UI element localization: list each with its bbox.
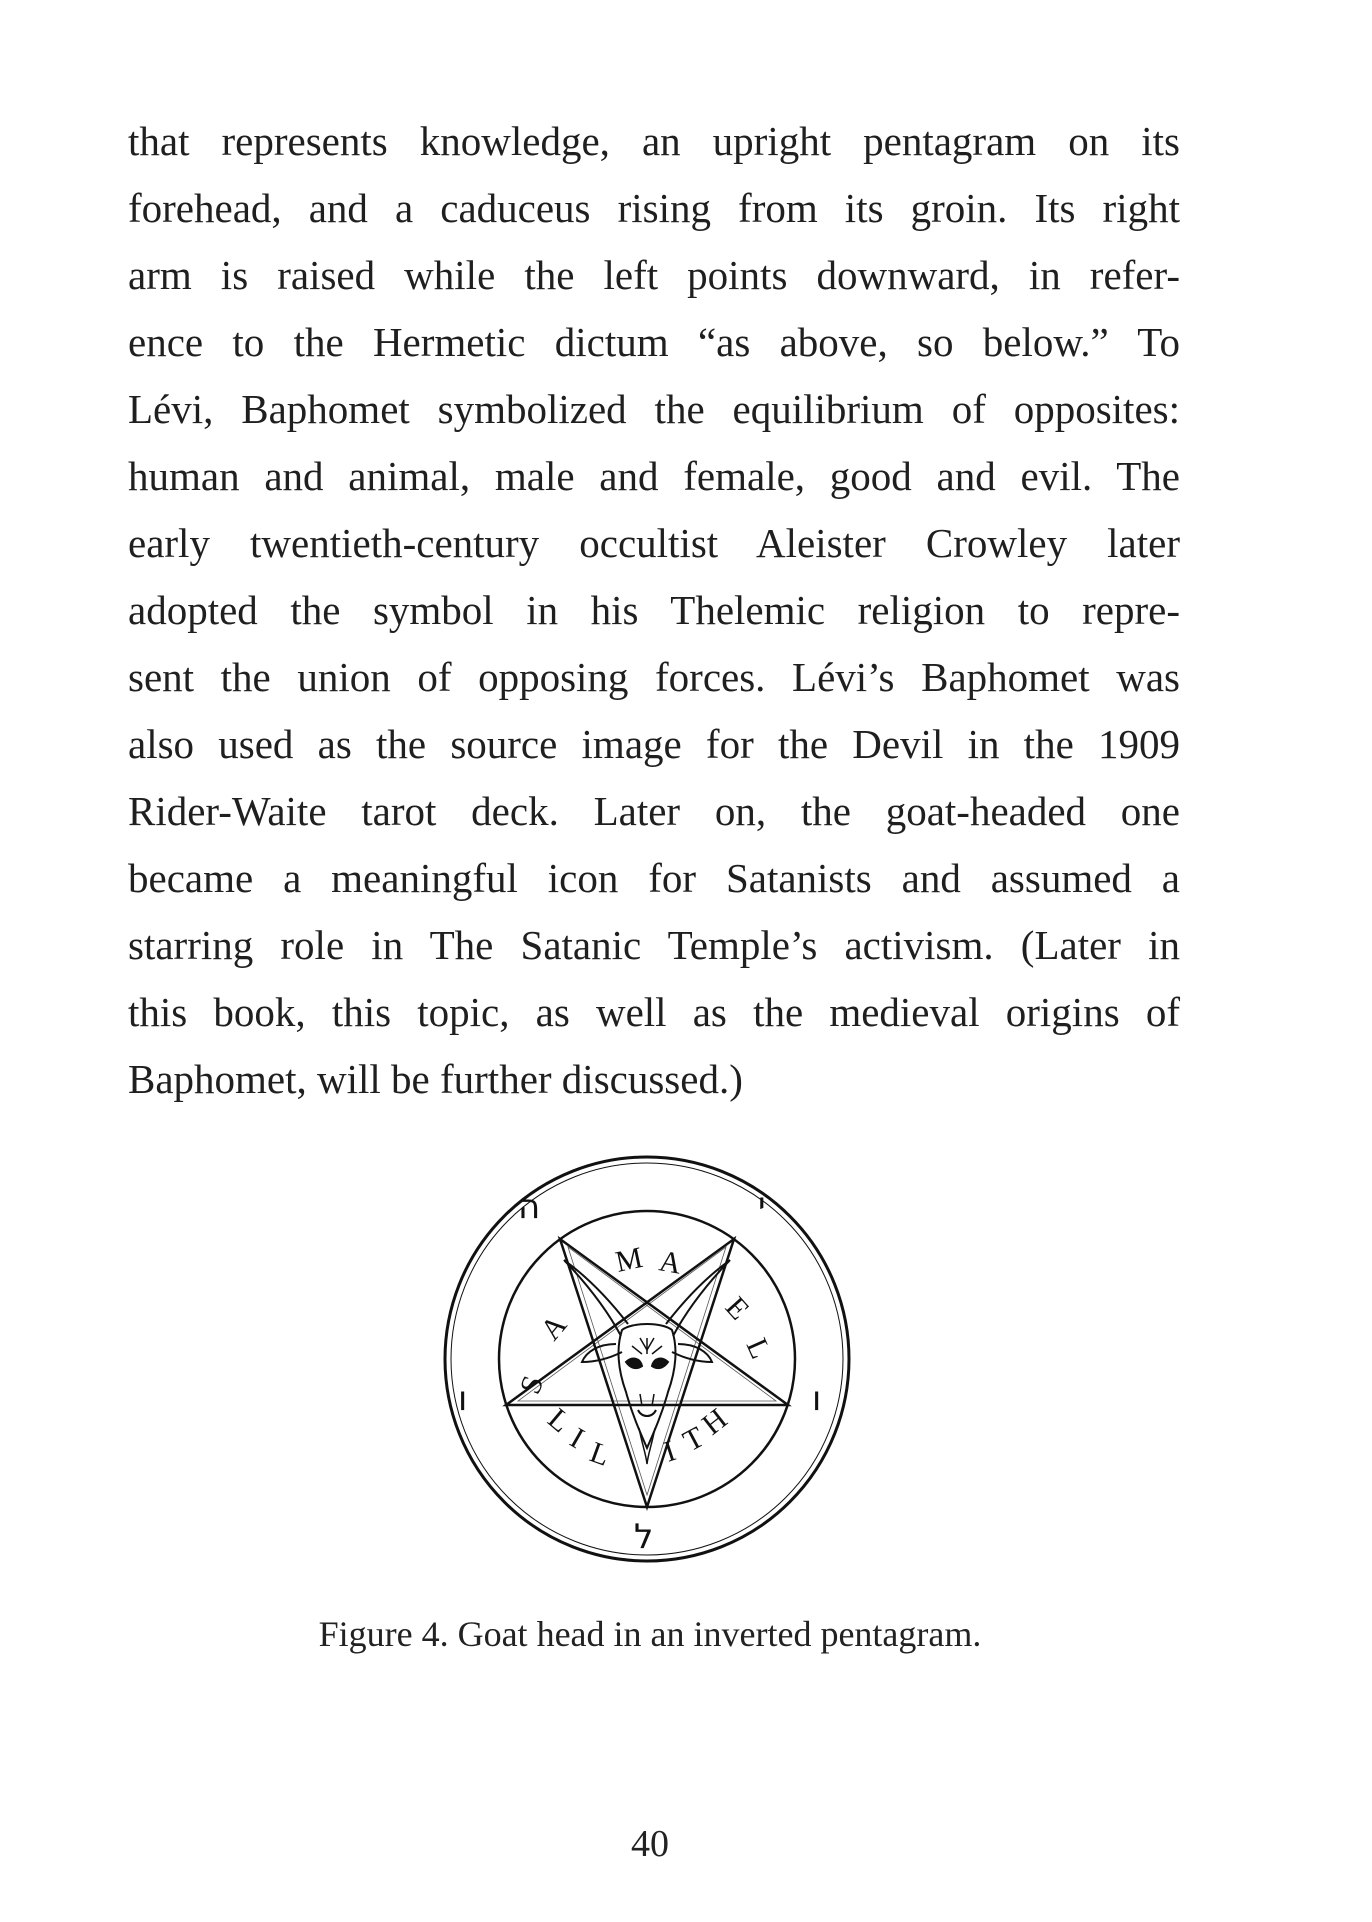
seal-letter: I xyxy=(659,1434,680,1469)
seal-letter: L xyxy=(541,1402,577,1440)
text-line: early twentieth-century occultist Aleister Crowley later xyxy=(128,520,1180,566)
text-line: became a meaningful icon for Satanists and assumed a xyxy=(128,855,1180,901)
seal-letter: S xyxy=(513,1371,551,1399)
seal-letter: M xyxy=(612,1241,646,1279)
text-line: forehead, and a caduceus rising from its groin. Its right xyxy=(128,185,1180,231)
text-line: also used as the source image for the Devil in the 1909 xyxy=(128,721,1180,767)
text-line: ence to the Hermetic dictum “as above, so below.” To xyxy=(128,319,1180,365)
outer-circle xyxy=(445,1157,849,1561)
seal-letter: I xyxy=(564,1421,590,1456)
seal-letter: T xyxy=(677,1420,710,1459)
text-line: that represents knowledge, an upright pentagram on its xyxy=(128,118,1180,164)
sigil-of-baphomet-icon xyxy=(436,1148,858,1570)
lilith-inscription xyxy=(542,1402,734,1473)
goat-head-pentagram-figure xyxy=(436,1148,858,1570)
text-line: sent the union of opposing forces. Lévi’s Baphomet was xyxy=(128,654,1180,700)
seal-letter: A xyxy=(534,1308,574,1347)
page-number: 40 xyxy=(631,1823,669,1865)
text-line: Lévi, Baphomet symbolized the equilibrium of opposites: xyxy=(128,386,1180,432)
seal-letter: L xyxy=(585,1435,615,1473)
inverted-pentagram xyxy=(506,1239,788,1507)
seal-letter: H xyxy=(695,1402,734,1442)
text-line: adopted the symbol in his Thelemic religion to repre- xyxy=(128,587,1180,633)
figure-caption: Figure 4. Goat head in an inverted pentagram. xyxy=(318,1614,982,1654)
seal-letter: E xyxy=(718,1290,756,1327)
seal-letter: A xyxy=(656,1244,684,1281)
hebrew-letter: ו xyxy=(458,1379,468,1419)
text-line: Baphomet, will be further discussed.) xyxy=(128,1056,743,1102)
text-line: Rider-Waite tarot deck. Later on, the goat-headed one xyxy=(128,788,1180,834)
goat-head-icon xyxy=(564,1260,730,1464)
body-paragraph xyxy=(128,108,1180,1113)
text-line: starring role in The Satanic Temple’s activism. (Later in xyxy=(128,922,1180,968)
hebrew-letter: ל xyxy=(634,1517,654,1557)
seal-letter: L xyxy=(739,1333,778,1364)
text-line: human and animal, male and female, good and evil. The xyxy=(128,453,1180,499)
text-line: arm is raised while the left points downward, in refer- xyxy=(128,252,1180,298)
hebrew-letter: ו xyxy=(812,1379,822,1419)
hebrew-letter: י xyxy=(758,1185,766,1225)
text-line: this book, this topic, as well as the medieval origins of xyxy=(128,989,1180,1035)
hebrew-letter: ה xyxy=(518,1187,541,1227)
